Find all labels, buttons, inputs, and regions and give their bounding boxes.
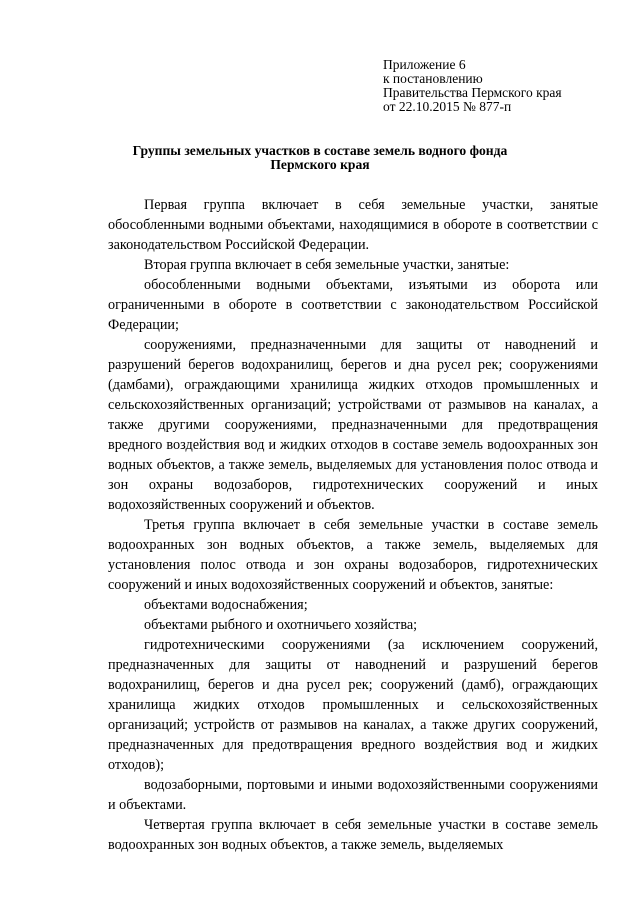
document-body — [108, 195, 598, 855]
paragraph-5: Третья группа включает в себя земельные участки в составе земель водоохранных зон водных объектов, а также земель, выделяемых для установления полос отвода и зон охраны водозаборов, гидротехнических сооружений и иных водохозяйственных сооружений и объектов, занятые: — [108, 517, 598, 593]
paragraph-7: объектами рыбного и охотничьего хозяйства; — [144, 617, 418, 633]
paragraph-8: гидротехническими сооружениями (за исключением сооружений, предназначенных для защиты от наводнений и разрушений берегов водохранилищ, берегов и дна русел рек; сооружений (дамб), ограждающих хранилища жидких отходов промышленных и сельскохозяйственных организаций; устройств от размывов на каналах, а также других сооружений, предназначенных для предотвращения вредного воздействия вод и жидких отходов); — [108, 637, 598, 773]
title-line-1: Группы земельных участков в составе земель водного фонда — [132, 143, 508, 158]
paragraph-3: обособленными водными объектами, изъятыми из оборота или ограниченными в обороте в соответствии с законодательством Российской Федерации; — [108, 277, 598, 333]
appendix-header — [383, 58, 562, 114]
paragraph-6: объектами водоснабжения; — [144, 597, 308, 613]
document-title — [100, 144, 540, 172]
appendix-line-3: Правительства Пермского края — [383, 85, 562, 100]
paragraph-9: водозаборными, портовыми и иными водохозяйственными сооружениями и объектами. — [108, 777, 598, 813]
paragraph-2: Вторая группа включает в себя земельные участки, занятые: — [144, 257, 510, 273]
appendix-line-1: Приложение 6 — [383, 57, 466, 72]
paragraph-4: сооружениями, предназначенными для защиты от наводнений и разрушений берегов водохранилищ, берегов и дна русел рек; сооружениями (дамбами), ограждающими хранилища жидких отходов промышленных и сельскохозяйственных организаций; устройствами от размывов на каналах, а также другими сооружениями, предназначенными для предотвращения вредного воздействия вод и жидких отходов в составе земель водоохранных зон водных объектов, а также земель, выделяемых для установления полос отвода и зон охраны водозаборов, гидротехнических сооружений и иных водохозяйственных сооружений и объектов. — [108, 337, 598, 513]
title-line-2: Пермского края — [270, 157, 370, 172]
paragraph-10: Четвертая группа включает в себя земельные участки в составе земель водоохранных зон водных объектов, а также земель, выделяемых — [108, 817, 598, 853]
appendix-line-2: к постановлению — [383, 71, 483, 86]
appendix-line-4: от 22.10.2015 № 877-п — [383, 99, 512, 114]
paragraph-1: Первая группа включает в себя земельные участки, занятые обособленными водными объектами, находящимися в обороте в соответствии с законодательством Российской Федерации. — [108, 197, 598, 253]
